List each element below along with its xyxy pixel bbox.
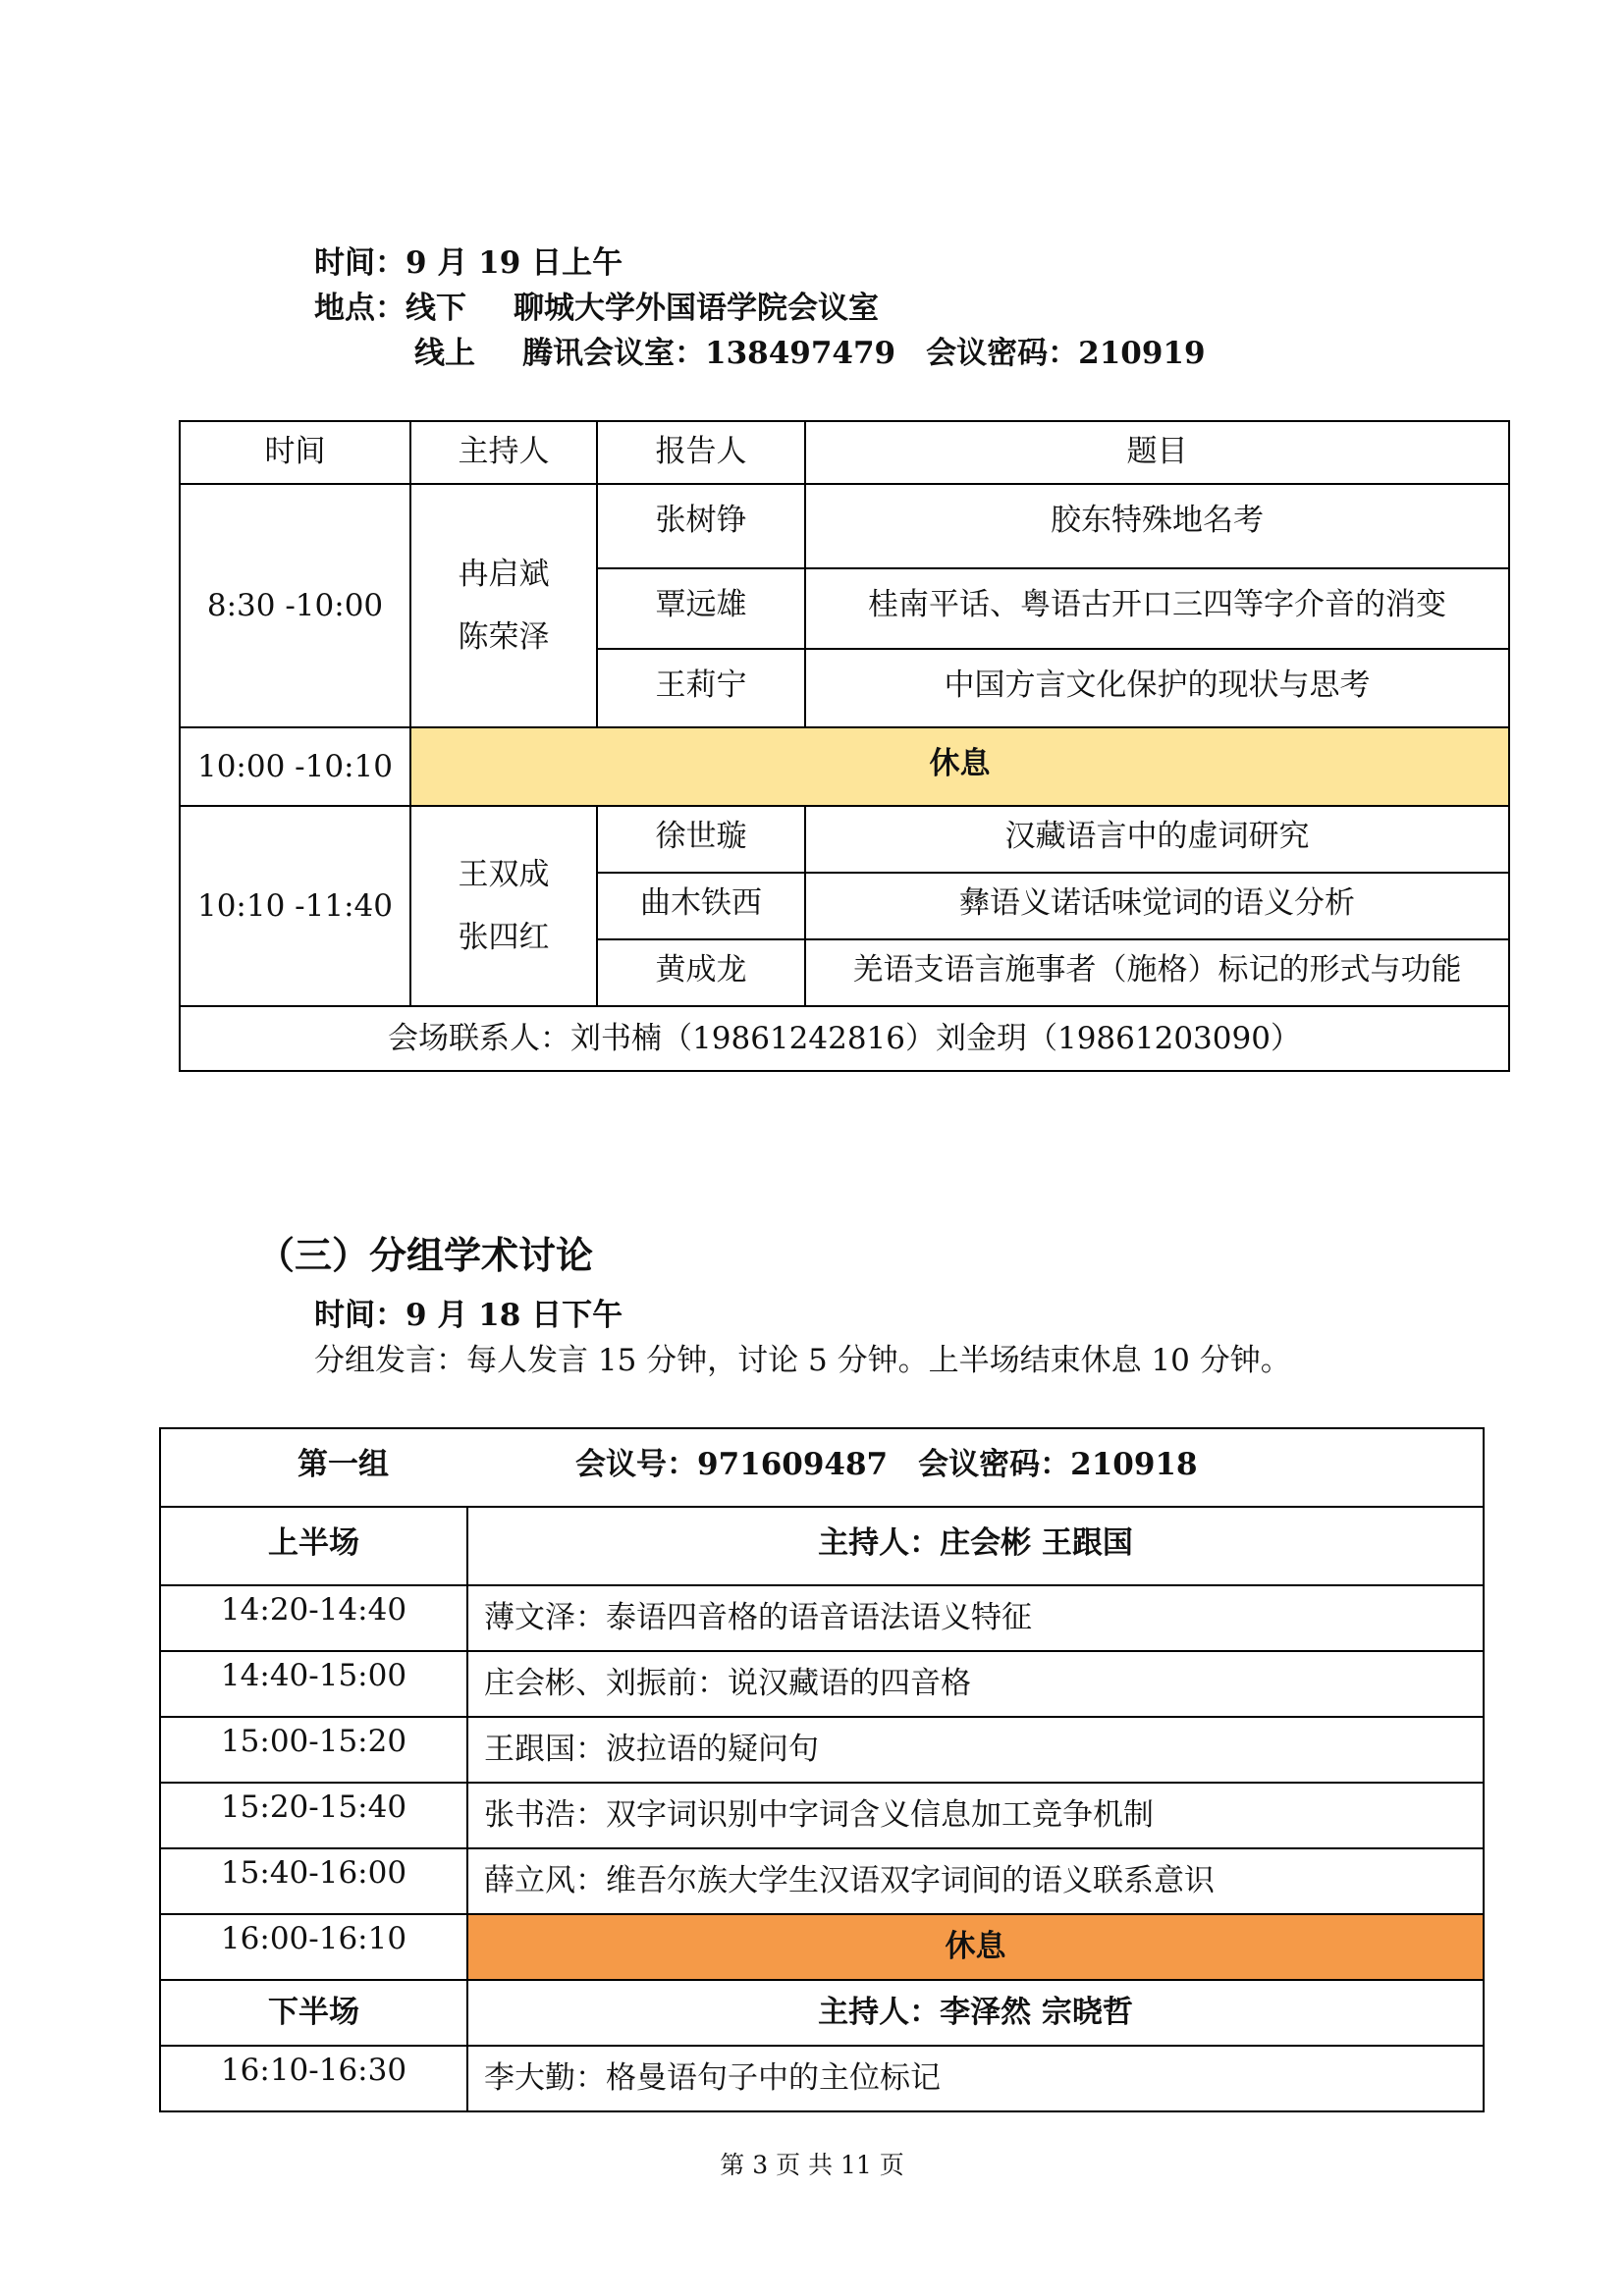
slot-time: 14:40-15:00	[160, 1651, 467, 1717]
page-footer: 第 3 页 共 11 页	[720, 2151, 904, 2179]
group-header	[160, 1428, 1484, 1507]
table-row	[160, 1783, 1484, 1848]
topic: 胶东特殊地名考	[805, 484, 1509, 568]
slot-content: 庄会彬、刘振前：说汉藏语的四音格	[467, 1651, 1484, 1717]
host: 张四红	[458, 920, 550, 955]
speaker: 黄成龙	[597, 939, 805, 1006]
slot-time: 15:00-15:20	[160, 1717, 467, 1783]
online-value: 腾讯会议室：138497479 会议密码：210919	[522, 336, 1206, 371]
first-half-row	[160, 1507, 1484, 1585]
topic: 中国方言文化保护的现状与思考	[805, 649, 1509, 727]
block1-hosts	[410, 484, 597, 727]
header-time: 时间	[180, 421, 410, 484]
table-row	[160, 2046, 1484, 2111]
venue-contact: 会场联系人：刘书楠（19861242816）刘金玥（19861203090）	[180, 1006, 1509, 1071]
header-speaker: 报告人	[597, 421, 805, 484]
host: 冉启斌	[458, 557, 550, 592]
slot-content: 李大勤：格曼语句子中的主位标记	[467, 2046, 1484, 2111]
slot-content: 张书浩：双字词识别中字词含义信息加工竞争机制	[467, 1783, 1484, 1848]
first-half-hosts: 主持人：庄会彬 王跟国	[467, 1507, 1484, 1585]
header-host: 主持人	[410, 421, 597, 484]
meeting-info: 会议号：971609487 会议密码：210918	[575, 1447, 1198, 1482]
first-half-label: 上半场	[160, 1507, 467, 1585]
slot-content: 王跟国：波拉语的疑问句	[467, 1717, 1484, 1783]
online-label: 线上	[414, 336, 475, 371]
contact-row	[180, 1006, 1509, 1071]
second-half-hosts: 主持人：李泽然 宗晓哲	[467, 1980, 1484, 2046]
block2-hosts	[410, 806, 597, 1006]
table-row	[180, 806, 1509, 873]
break-time: 16:00-16:10	[160, 1914, 467, 1980]
block2-time: 10:10 -11:40	[180, 806, 410, 1006]
section3-time	[314, 1294, 623, 1337]
group-header-row	[160, 1428, 1484, 1507]
slot-time: 14:20-14:40	[160, 1585, 467, 1651]
topic: 彝语义诺话味觉词的语义分析	[805, 873, 1509, 939]
block1-time: 8:30 -10:00	[180, 484, 410, 727]
time-label: 时间：	[314, 1298, 406, 1333]
time-value: 9 月 18 日下午	[406, 1298, 623, 1333]
table-row	[160, 1585, 1484, 1651]
speaker: 张树铮	[597, 484, 805, 568]
host: 陈荣泽	[458, 619, 550, 655]
topic: 汉藏语言中的虚词研究	[805, 806, 1509, 873]
offline-value: 聊城大学外国语学院会议室	[514, 291, 879, 326]
break-label: 休息	[410, 727, 1509, 806]
group-table	[159, 1427, 1485, 2112]
topic: 羌语支语言施事者（施格）标记的形式与功能	[805, 939, 1509, 1006]
section-title: （三）分组学术讨论	[257, 1233, 594, 1277]
schedule-table	[179, 420, 1510, 1072]
speaker: 曲木铁西	[597, 873, 805, 939]
table-header-row	[180, 421, 1509, 484]
table-row	[160, 1717, 1484, 1783]
speaker: 王莉宁	[597, 649, 805, 727]
session-place-offline	[314, 287, 879, 330]
time-label: 时间：	[314, 245, 406, 281]
break-row	[160, 1914, 1484, 1980]
topic: 桂南平话、粤语古开口三四等字介音的消变	[805, 568, 1509, 649]
header-topic: 题目	[805, 421, 1509, 484]
session-place-online	[414, 332, 1206, 375]
table-row	[160, 1651, 1484, 1717]
host: 王双成	[458, 857, 550, 892]
break-label: 休息	[467, 1914, 1484, 1980]
second-half-row	[160, 1980, 1484, 2046]
place-label: 地点：	[314, 291, 406, 326]
second-half-label: 下半场	[160, 1980, 467, 2046]
slot-time: 16:10-16:30	[160, 2046, 467, 2111]
offline-label: 线下	[406, 291, 466, 326]
slot-time: 15:20-15:40	[160, 1783, 467, 1848]
section3-note: 分组发言：每人发言 15 分钟，讨论 5 分钟。上半场结束休息 10 分钟。	[314, 1343, 1291, 1378]
group-name: 第一组	[298, 1447, 389, 1482]
break-time: 10:00 -10:10	[180, 727, 410, 806]
table-row	[180, 484, 1509, 568]
session-time	[314, 241, 623, 285]
slot-content: 薄文泽：泰语四音格的语音语法语义特征	[467, 1585, 1484, 1651]
break-row	[180, 727, 1509, 806]
slot-content: 薛立风：维吾尔族大学生汉语双字词间的语义联系意识	[467, 1848, 1484, 1914]
table-row	[160, 1848, 1484, 1914]
speaker: 徐世璇	[597, 806, 805, 873]
speaker: 覃远雄	[597, 568, 805, 649]
time-value: 9 月 19 日上午	[406, 245, 623, 281]
slot-time: 15:40-16:00	[160, 1848, 467, 1914]
